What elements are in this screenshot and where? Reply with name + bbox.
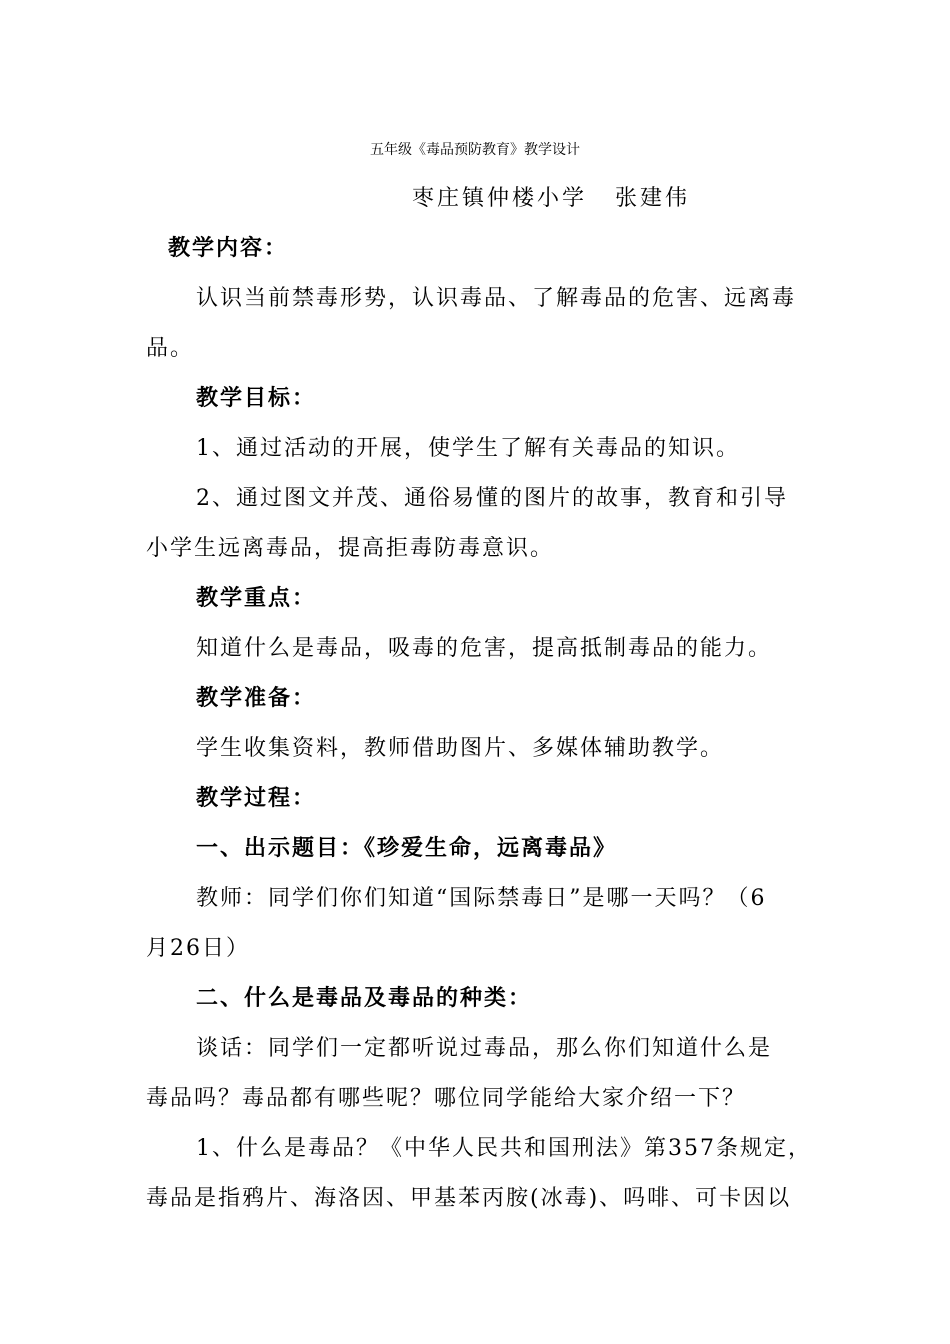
paragraph-line: 月26日） (146, 936, 250, 961)
paragraph-line: 学生收集资料，教师借助图片、多媒体辅助教学。 (196, 736, 725, 761)
subsection-heading-2: 二、什么是毒品及毒品的种类： (196, 986, 533, 1011)
section-heading-content: 教学内容： (168, 236, 289, 261)
author-line (412, 184, 690, 214)
paragraph-line: 谈话：同学们一定都听说过毒品，那么你们知道什么是 (196, 1036, 773, 1061)
paragraph-line: 教师：同学们你们知道“国际禁毒日”是哪一天吗？（6 (196, 886, 767, 911)
section-heading-goals: 教学目标： (196, 386, 317, 411)
paragraph-line: 认识当前禁毒形势，认识毒品、了解毒品的危害、远离毒 (196, 286, 797, 311)
paragraph-line: 品。 (146, 336, 195, 361)
paragraph-line: 2、通过图文并茂、通俗易懂的图片的故事，教育和引导 (196, 486, 788, 511)
paragraph-line: 1、什么是毒品？《中华人民共和国刑法》第357条规定， (196, 1136, 812, 1161)
document-title: 五年级《毒品预防教育》教学设计 (370, 142, 580, 158)
paragraph-line: 毒品吗？毒品都有哪些呢？哪位同学能给大家介绍一下？ (146, 1086, 747, 1111)
paragraph-line: 毒品是指鸦片、海洛因、甲基苯丙胺(冰毒)、吗啡、可卡因以 (146, 1186, 792, 1211)
author-school: 枣庄镇仲楼小学 (412, 186, 588, 211)
author-name: 张建伟 (615, 186, 691, 211)
section-heading-preparation: 教学准备： (196, 686, 317, 711)
paragraph-line: 小学生远离毒品，提高拒毒防毒意识。 (146, 536, 555, 561)
subsection-heading-1: 一、出示题目：《珍爱生命，远离毒品》 (196, 836, 618, 861)
section-heading-key-points: 教学重点： (196, 586, 317, 611)
paragraph-line: 知道什么是毒品，吸毒的危害，提高抵制毒品的能力。 (196, 636, 773, 661)
section-heading-process: 教学过程： (196, 786, 317, 811)
paragraph-line: 1、通过活动的开展，使学生了解有关毒品的知识。 (196, 436, 740, 461)
